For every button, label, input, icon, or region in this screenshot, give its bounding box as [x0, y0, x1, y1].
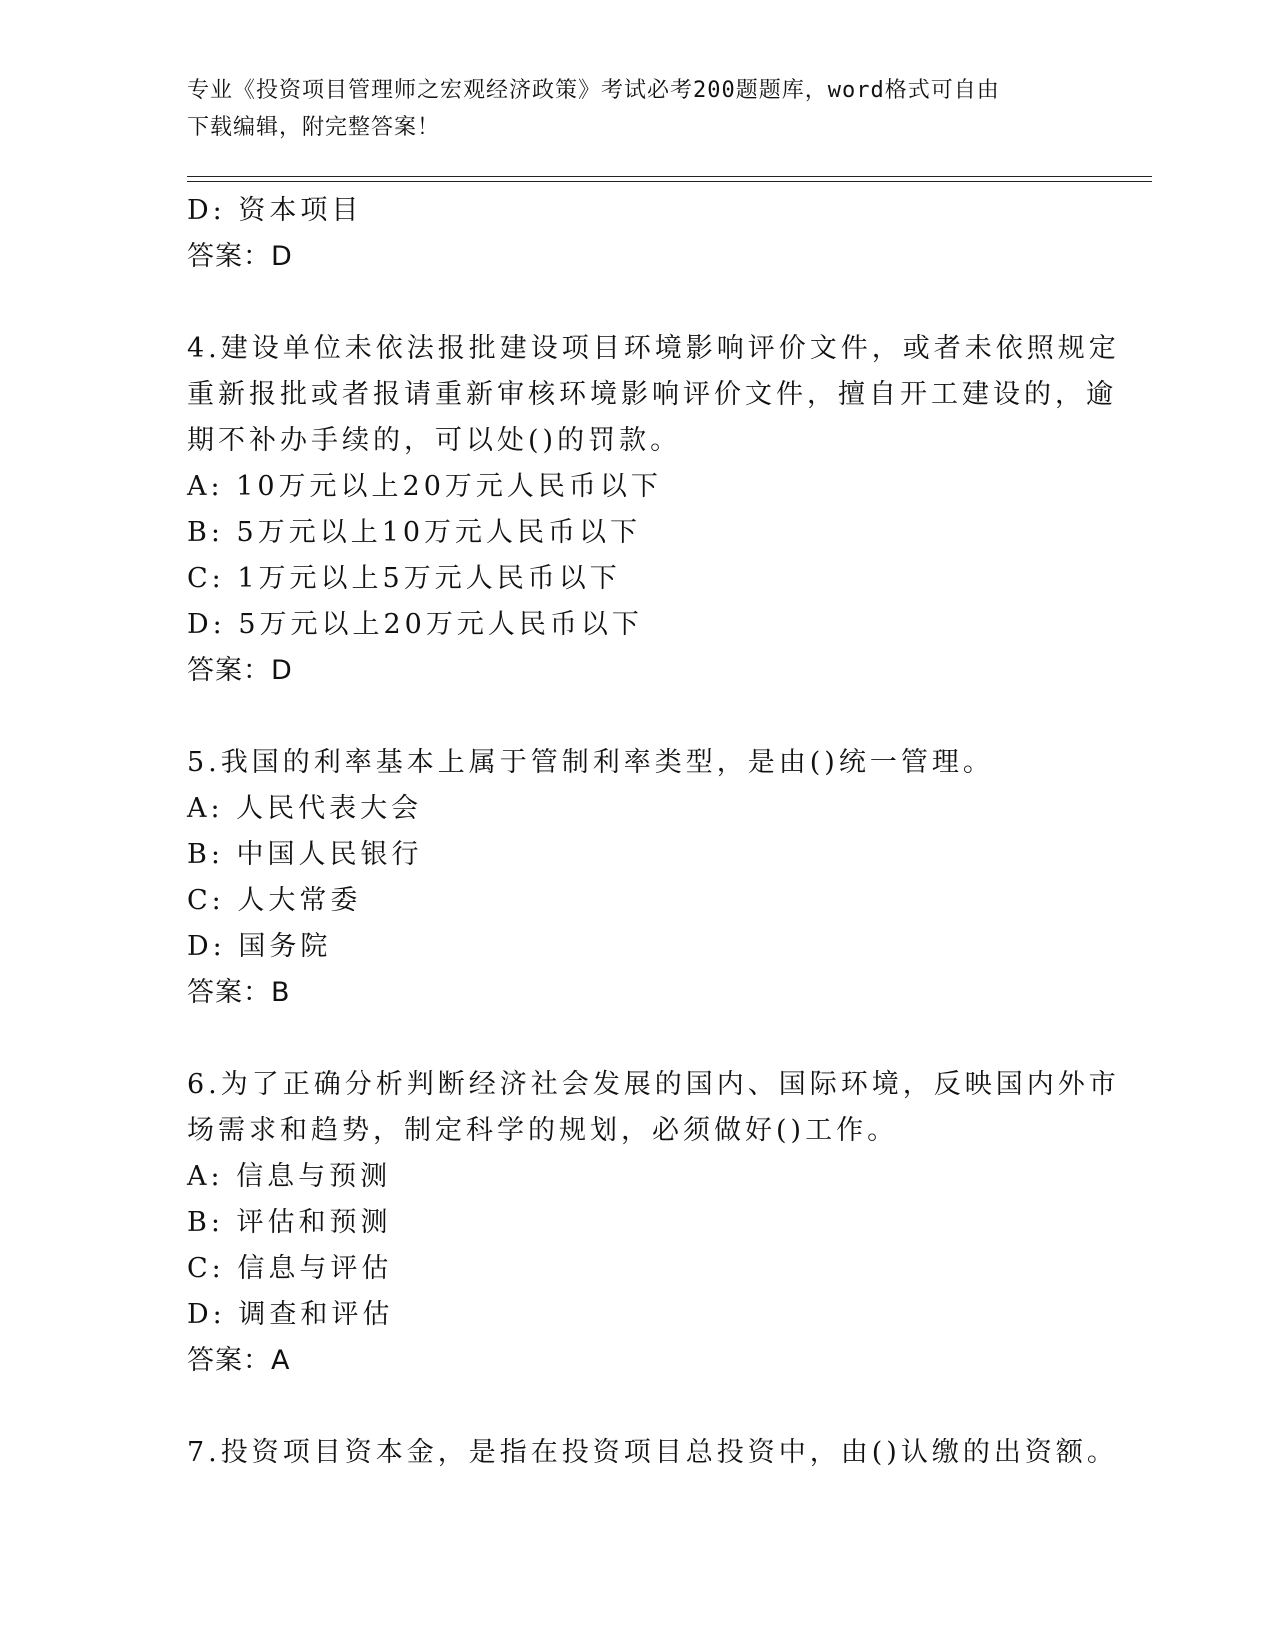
option-b: B: 中国人民银行 — [187, 839, 423, 870]
spacer — [187, 694, 1087, 740]
question-text-line: 6.为了正确分析判断经济社会发展的国内、国际环境，反映国内外市 — [187, 1069, 1120, 1100]
option-d: D: 5万元以上20万元人民币以下 — [187, 609, 643, 640]
option-a: A: 10万元以上20万元人民币以下 — [187, 471, 662, 502]
question-text-line: 重新报批或者报请重新审核环境影响评价文件，擅自开工建设的，逾 — [187, 379, 1117, 410]
question-text-line: 4.建设单位未依法报批建设项目环境影响评价文件，或者未依照规定 — [187, 333, 1120, 364]
spacer — [187, 1016, 1087, 1062]
header-divider-bottom — [187, 181, 1152, 182]
question-block-7 — [187, 1430, 1118, 1476]
question-block-6 — [187, 1062, 1120, 1384]
option-d: D: 国务院 — [187, 931, 332, 962]
question-block-3 — [187, 188, 1087, 280]
question-text-line: 7.投资项目资本金，是指在投资项目总投资中，由()认缴的出资额。 — [187, 1437, 1118, 1468]
answer-line: 答案：D — [187, 241, 293, 272]
option-b: B: 5万元以上10万元人民币以下 — [187, 517, 642, 548]
option-c: C: 1万元以上5万元人民币以下 — [187, 563, 621, 594]
option-a: A: 信息与预测 — [187, 1161, 392, 1192]
option-d: D: 调查和评估 — [187, 1299, 394, 1330]
question-list — [187, 188, 1120, 1476]
answer-line: 答案：B — [187, 977, 291, 1008]
answer-line: 答案：A — [187, 1345, 291, 1376]
spacer — [187, 1384, 1087, 1430]
answer-line: 答案：D — [187, 655, 293, 686]
question-text-line: 5.我国的利率基本上属于管制利率类型，是由()统一管理。 — [187, 747, 994, 778]
header-line-1: 专业《投资项目管理师之宏观经济政策》考试必考200题题库，word格式可自由 — [187, 78, 1000, 103]
header-line-2: 下载编辑，附完整答案！ — [187, 115, 441, 140]
option-c: C: 信息与评估 — [187, 1253, 393, 1284]
question-text-line: 场需求和趋势，制定科学的规划，必须做好()工作。 — [187, 1115, 899, 1146]
option-b: B: 评估和预测 — [187, 1207, 392, 1238]
document-header — [187, 72, 1087, 146]
option-d: D: 资本项目 — [187, 195, 363, 226]
option-c: C: 人大常委 — [187, 885, 362, 916]
option-a: A: 人民代表大会 — [187, 793, 423, 824]
question-text-line: 期不补办手续的，可以处()的罚款。 — [187, 425, 682, 456]
spacer — [187, 280, 1087, 326]
question-block-5 — [187, 740, 1087, 1016]
header-divider-top — [187, 176, 1152, 177]
question-block-4 — [187, 326, 1120, 694]
